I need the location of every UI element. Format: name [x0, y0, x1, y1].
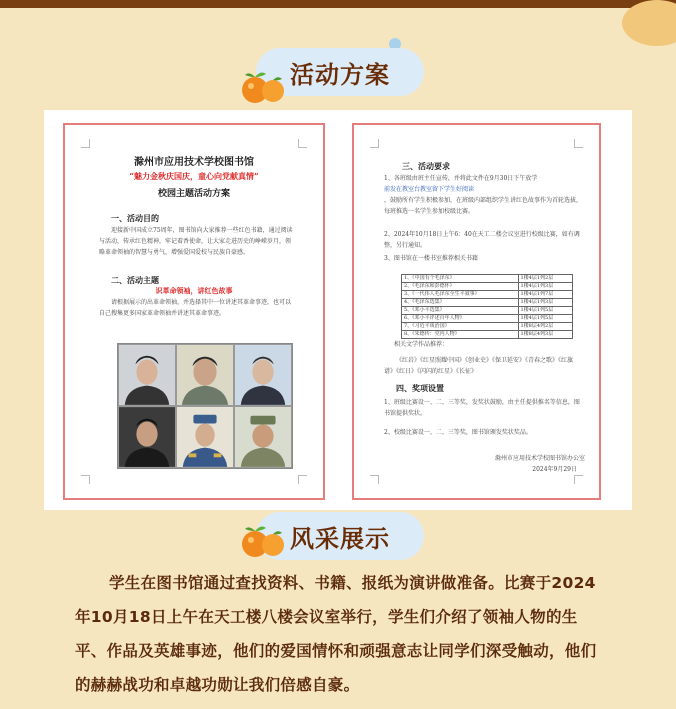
- doc-requirement-1a: [384, 173, 584, 184]
- book-location-cell: 1楼4层1列2层: [518, 275, 573, 283]
- book-location-cell: 1楼4层1列3层: [518, 299, 573, 307]
- portrait-grid: [117, 343, 293, 469]
- table-row: [402, 275, 573, 283]
- doc-requirement-3: 3、图书馆在一楼书室推荐相关书籍: [384, 255, 478, 262]
- corner-decoration: [622, 0, 676, 46]
- book-title-cell: 5、《邓小平选集》: [402, 307, 519, 315]
- book-title-cell: 6、《邓小平评述百年人物》: [402, 315, 519, 323]
- portrait-photo: [234, 406, 292, 468]
- crop-mark: [370, 139, 379, 148]
- crop-mark: [298, 139, 307, 148]
- book-location-cell: 1楼4层1列7层: [518, 291, 573, 299]
- persimmon-icon: [233, 518, 293, 558]
- book-location-cell: 1楼4层1列3层: [518, 283, 573, 291]
- book-title-cell: 7、《习近平谈治国》: [402, 323, 519, 331]
- doc-subtitle: 校园主题活动方案: [157, 189, 230, 199]
- doc-requirement-1c: ，鼓励所有学生积极参加，在班级内部组织学生讲红色故事作为首轮选拔，每班推选一名学生参加校级比赛。: [384, 197, 583, 215]
- table-row: [402, 315, 573, 323]
- crop-mark: [370, 475, 379, 484]
- book-title-cell: 8、《朱德传：党内人物》: [402, 331, 519, 339]
- crop-mark: [574, 139, 583, 148]
- top-bar: [0, 0, 676, 8]
- portrait-photo: [176, 344, 234, 406]
- doc-award-1: 1、班级比赛设一、二、三等奖，发奖状鼓励，由主任提供推名等信息，图书馆提供奖状。: [384, 399, 580, 417]
- doc-sign-org: 滁州市应用技术学校图书馆办公室: [494, 455, 585, 462]
- crop-mark: [81, 475, 90, 484]
- table-row: [402, 331, 573, 339]
- portrait-photo: [176, 406, 234, 468]
- crop-mark: [298, 475, 307, 484]
- doc-section-1-title: 一、活动目的: [111, 213, 159, 223]
- book-location-cell: 1楼8层4列3层: [518, 331, 573, 339]
- book-location-cell: 1楼4层1列5层: [518, 307, 573, 315]
- crop-mark: [574, 475, 583, 484]
- doc-section-2-title: 二、活动主题: [111, 275, 159, 285]
- document-page-1: [63, 123, 325, 500]
- document-page-2: [352, 123, 601, 500]
- book-title-cell: 3、《一代伟人毛泽东全生平叙事》: [402, 291, 519, 299]
- table-row: [402, 299, 573, 307]
- doc-sign-date: 2024年9月29日: [532, 466, 577, 473]
- book-table: [401, 274, 573, 339]
- crop-mark: [81, 139, 90, 148]
- portrait-photo: [118, 406, 176, 468]
- table-row: [402, 307, 573, 315]
- section-title-plan: 活动方案: [256, 48, 424, 96]
- section-title-showcase: 风采展示: [256, 512, 424, 560]
- portrait-photo: [234, 344, 292, 406]
- doc-section-2-text: 请根据展示的出革命领袖，并选择其中一位讲述其革命事迹，也可以自己搜集更多国家革命领袖并讲述其革命事迹。: [99, 299, 292, 317]
- table-row: [402, 323, 573, 331]
- table-row: [402, 283, 573, 291]
- doc-section-3-title: 三、活动要求: [402, 161, 450, 171]
- doc-section-1-text: 迎接新中国成立75周年，图书馆向大家推荐一些红色书籍，通过阅读与活动，传承红色精神，牢记着香使命，让大家走进历史的峥嵘岁月，领略革命领袖的智慧与勇气，增强爱国爱校与民族自豪感。: [99, 227, 293, 256]
- book-title-cell: 1、《中国有个毛泽东》: [402, 275, 519, 283]
- portrait-photo: [118, 344, 176, 406]
- doc-requirement-1b: 前发在教室台教室留下学生好阅读: [384, 186, 475, 193]
- doc-literature-list: 《红岩》《红星照耀中国》《创业史》《保卫延安》《青春之歌》《红旗谱》《红日》《闪闪的红星》《长征》: [384, 357, 574, 375]
- doc-section-2-subtitle: 识革命领袖，讲红色故事: [155, 286, 233, 295]
- book-location-cell: 1楼4层1列5层: [518, 315, 573, 323]
- doc-slogan: “魅力金秋庆国庆，童心向党献真情”: [129, 171, 259, 181]
- book-location-cell: 1楼8层4列2层: [518, 323, 573, 331]
- doc-literature-title: 相关文学作品推荐：: [394, 341, 449, 348]
- doc-award-2: 2、校级比赛设一、二、三等奖，图书馆颁发奖状奖品。: [384, 429, 532, 436]
- book-title-cell: 4、《毛泽东选集》: [402, 299, 519, 307]
- doc-org-title: 滁州市应用技术学校图书馆: [134, 157, 254, 168]
- doc-section-4-title: 四、奖项设置: [396, 383, 444, 393]
- book-title-cell: 2、《毛泽东和彭德怀》: [402, 283, 519, 291]
- showcase-paragraph: 学生在图书馆通过查找资料、书籍、报纸为演讲做准备。比赛于2024年10月18日上午在天工楼八楼会议室举行，学生们介绍了领袖人物的生平、作品及英雄事迹，他们的爱国情怀和顽强意志让同学们深受触动，他们的赫赫战功和卓越功勋让我们倍感自豪。: [75, 574, 597, 694]
- doc-requirement-2: 2、2024年10月18日上午6：40在天工二楼会议室进行校级比赛，如有调整，另行通知。: [384, 231, 580, 249]
- doc-requirement-1a-text: 1、各班级由班主任宣传，并将此文件在9月30日下午放学: [384, 175, 538, 182]
- persimmon-icon: [233, 64, 293, 104]
- table-row: [402, 291, 573, 299]
